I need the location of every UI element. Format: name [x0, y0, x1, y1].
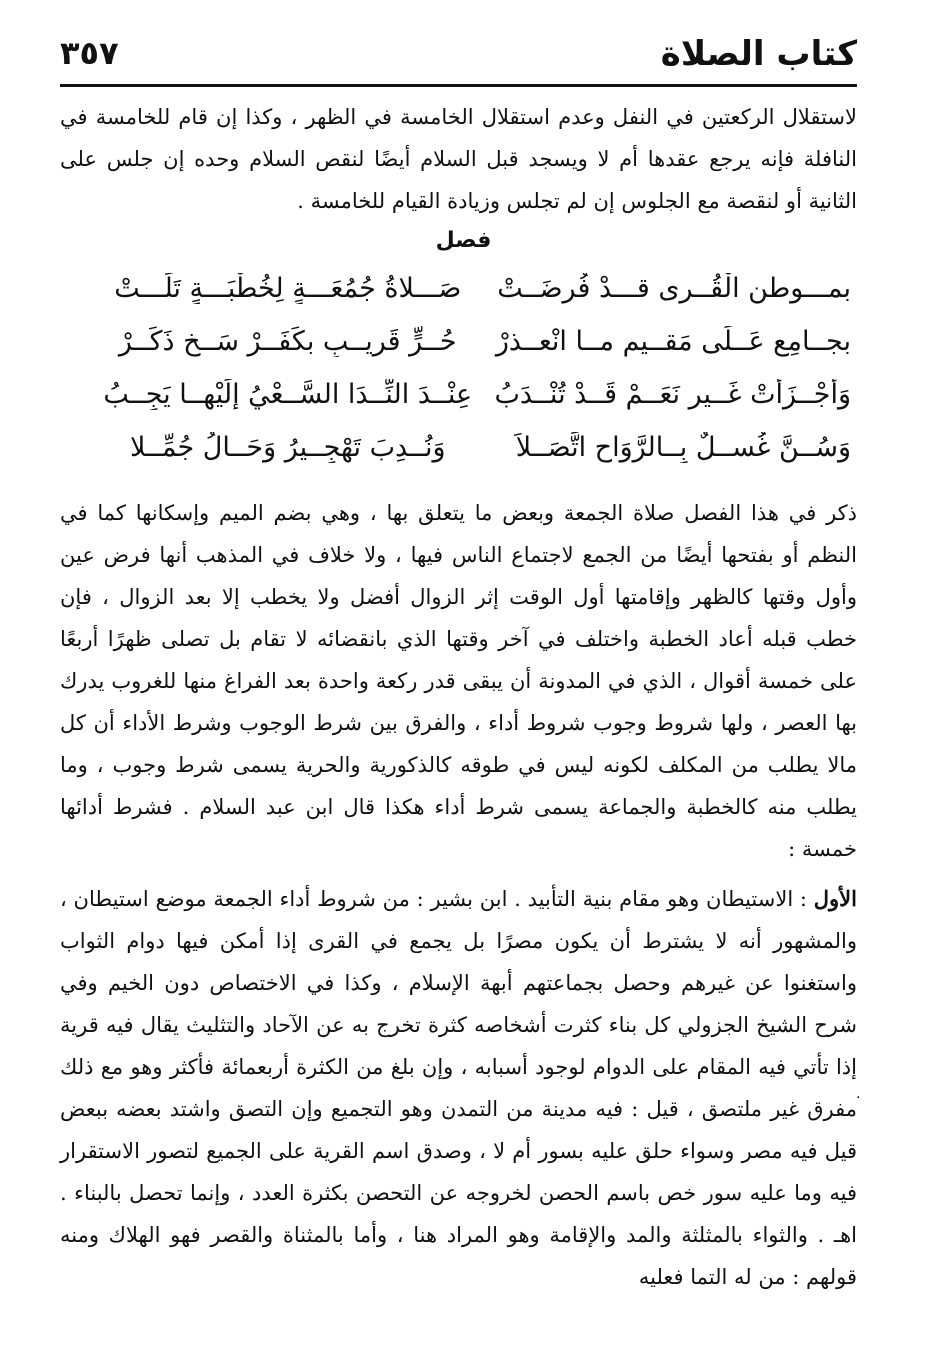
commentary-paragraph: ذكر في هذا الفصل صلاة الجمعة وبعض ما يتعلق بها ، وهي بضم الميم وإسكانها كما في النظم أو بفتحها أيضًا من الجمع لاجتماع الناس فيها ، ولا خلاف في المذهب أنها فرض عين وأول وقتها كالظهر وإقامتها أول الوقت إثر الزوال أفضل ولا يخطب إلا بعد الزوال ، فإن خطب قبله أعاد الخطبة واختلف في آخر وقتها الذي بانقضائه لا تقام بل تصلى ظهرًا أربعًا على خمسة أقوال ، الذي في المدونة أن يبقى قدر ركعة واحدة بعد الفراغ منها للغروب يدرك بها العصر ، ولها شروط وجوب شروط أداء ، والفرق بين شرط الوجوب وشرط الأداء أن كل مالا يطلب من المكلف لكونه ليس في طوقه كالذكورية والحرية يسمى شرط وجوب ، وما يطلب منه كالخطبة والجماعة يسمى شرط أداء هكذا قال ابن عبد السلام . فشرط أدائها خمسة :: [60, 501, 857, 861]
verse-first-hemistich: بجــامِعِ عَــلَى مَقــيمٍ مــا انْعــذرْ: [495, 326, 851, 357]
poem-block: [100, 262, 857, 474]
margin-mark: ·: [856, 1090, 861, 1106]
verse-second-hemistich: حُــرٍّ قَرِيــبٍ بكَفَــرْ سَــخٍ ذَكَــرْ: [118, 326, 457, 357]
verse-first-hemistich: وَسُــنَّ غُســلٌ بِــالرَّوَاحِ اتَّصَــلاَ: [515, 432, 851, 463]
page-number: ٣٥٧: [60, 34, 119, 72]
verse-row: [100, 368, 857, 421]
verse-row: [100, 262, 857, 315]
verse-second-hemistich: عِنْــدَ النِّــدَا السَّــعْيُ إِلَيْهــا يَجِــبُ: [103, 379, 473, 410]
page-header: [60, 28, 857, 87]
intro-paragraph: لاستقلال الركعتين في النفل وعدم استقلال الخامسة في الظهر ، وكذا إن قام للخامسة في النافلة فإنه يرجع عقدها أم لا ويسجد قبل السلام أيضًا لنقص السلام وحده إن جلس على الثانية أو لنقصة مع الجلوس إن لم تجلس وزيادة القيام للخامسة .: [60, 105, 857, 213]
verse-second-hemistich: وَنُــدِبَ تَهْجِــيرُ وَحَــالُ جُمِّــلا: [129, 432, 446, 463]
verse-first-hemistich: وَأجْــزَأَتْ غَــير نَعَــمْ قَــدْ تُنْــدَبُ: [494, 379, 851, 410]
verse-second-hemistich: صَـــلاةُ جُمُعَـــةٍ لِخُطْبَـــةٍ تَلَـــتْ: [114, 273, 462, 304]
condition-lead-word: الأول: [813, 886, 857, 911]
section-title: فصل: [435, 228, 492, 253]
verse-first-hemistich: بمـــوطنِ الْقُــرى قـــدْ فُرِضَــتْ: [497, 273, 851, 304]
first-condition-paragraph: [60, 878, 857, 1298]
verse-row: [100, 421, 857, 474]
running-title: كتاب الصلاة: [660, 34, 857, 74]
condition-text: : الاستيطان وهو مقام بنية التأبيد . ابن بشير : من شروط أداء الجمعة موضع استيطان ، والمشهور أنه لا يشترط أن يكون مصرًا بل يجمع في القرى إذا أمكن فيها دوام الثواب واستغنوا عن غيرهم وحصل بجماعتهم أبهة الإسلام ، وكذا في الاختصاص دون الخيم وفي شرح الشيخ الجزولي كل بناء كثرت أشخاصه كثرة تخرج به عن الآحاد والتثليث يقال فيه قرية إذا تأتي فيه المقام على الدوام لوجود أسبابه ، وإن بلغ من الكثرة أربعمائة فأكثر وهو مع ذلك مفرق غير ملتصق ، قيل : فيه مدينة من التمدن وهو التجميع وإن التصق واشتد بعضه ببعض قيل فيه مصر وسواء حلق عليه بسور أم لا ، وصدق اسم القرية على الجميع لتصور الاستقرار فيه وما عليه سور خص باسم الحصن لخروجه عن التحصن بكثرة العدد ، وإنما تحصل بالبناء . اهـ . والثواء بالمثلثة والمد والإقامة وهو المراد هنا ، وأما بالمثناة والقصر فهو الهلاك ومنه قولهم : من له التما فعليه: [60, 887, 857, 1289]
verse-row: [100, 315, 857, 368]
